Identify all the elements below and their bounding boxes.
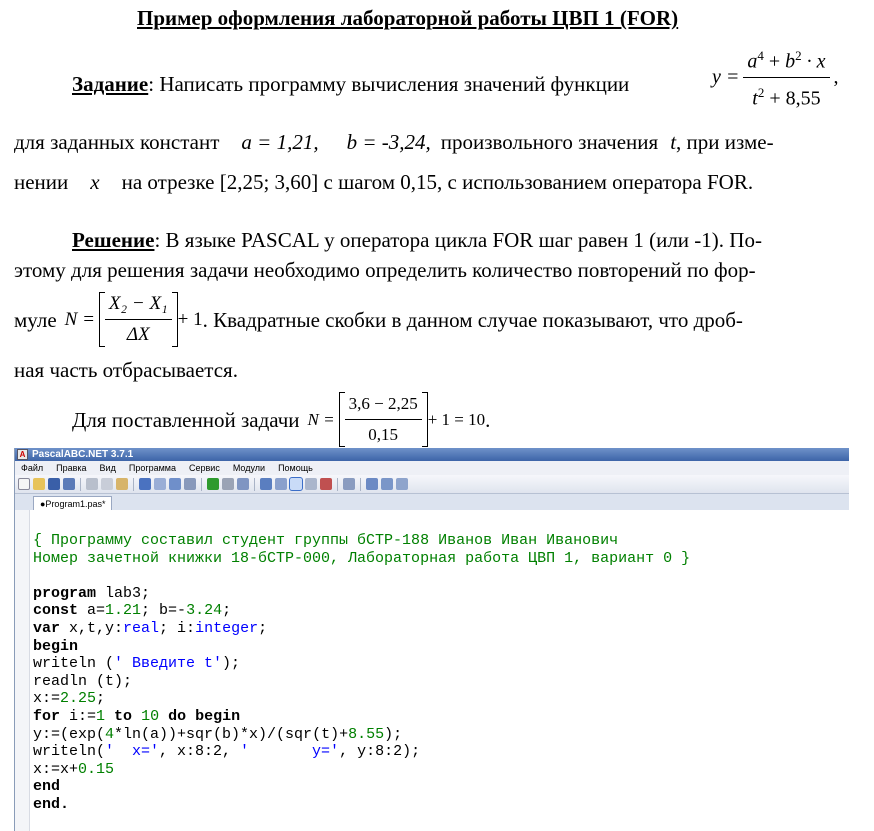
redo-icon[interactable] [154, 478, 166, 490]
stop-icon[interactable] [222, 478, 234, 490]
formula-N-result: N = $\frac{3,6 - 2,25}{0,15}$ + 1 = 10 [308, 392, 486, 447]
tab-program1[interactable]: ●Program1.pas* [33, 496, 112, 511]
menu-modules[interactable]: Модули [232, 463, 266, 473]
open-folder-icon[interactable] [33, 478, 45, 490]
undo-icon[interactable] [139, 478, 151, 490]
step-icon[interactable] [237, 478, 249, 490]
menu-help[interactable]: Помощь [278, 463, 313, 473]
ide-toolbar [15, 475, 849, 494]
editor-gutter [15, 510, 30, 831]
menu-view[interactable]: Вид [99, 463, 116, 473]
form-icon[interactable] [305, 478, 317, 490]
task-line-range: нении x на отрезке [2,25; 3,60] с шагом 0,15, с использованием оператора FOR. [14, 170, 754, 194]
solution-label: Решение [72, 228, 155, 252]
solution-line-4: ная часть отбрасывается. [14, 358, 238, 382]
save-icon[interactable] [48, 478, 60, 490]
formula-N: N = $\frac{\text{X₂ − X₁}}{\Delta X}$ + 1 [64, 293, 203, 345]
menu-edit[interactable]: Правка [56, 463, 87, 473]
settings-icon[interactable] [396, 478, 408, 490]
ide-titlebar [15, 448, 849, 461]
task-result-line: Для поставленной задачи N = $\frac{3,6 - 2,25}{0,15}$ + 1 = 10 . [72, 392, 490, 447]
formula-y [712, 44, 839, 110]
format-icon[interactable] [366, 478, 378, 490]
cut-icon[interactable] [86, 478, 98, 490]
menu-program[interactable]: Программа [128, 463, 176, 473]
code-text[interactable]: { Программу составил студент группы бСТР-188 Иванов Иван Иванович Номер зачетной книжки 18-бСТР-000, Лабораторная работа ЦВП 1, вариант 0 } program lab3; const a=1.21; b=-3.24; var x,t,y:real; i:integer; begin writeln (' Введите t'); readln (t); x:=2.25; for i:=1 to 10 do begin y:=(exp(4*ln(a))+sqr(b)*x)/(sqr(t)+8.55); writeln(' x=', x:8:2, ' y=', y:8:2); x:=x+0.15 end end. [33, 532, 691, 813]
pascalabc-icon: A [17, 449, 28, 460]
grid-icon[interactable] [343, 478, 355, 490]
menu-service[interactable]: Сервис [189, 463, 220, 473]
code-editor[interactable] [15, 510, 849, 831]
replace-icon[interactable] [184, 478, 196, 490]
task-line-constants: для заданных констант a = 1,21, b = -3,24, произвольного значения t, при изме- [14, 130, 774, 154]
formula-y-lhs: y = [712, 66, 740, 89]
new-file-icon[interactable] [18, 478, 30, 490]
formula-y-fraction: $\frac{a^4 + b^2 \cdot x}{t^2 + 8,55}$ [743, 44, 829, 110]
task-text: : Написать программу вычисления значений функции [148, 72, 630, 96]
breakpoint-icon[interactable] [320, 478, 332, 490]
task-paragraph [72, 72, 629, 96]
solution-line-2: этому для решения задачи необходимо определить количество повторений по фор- [14, 258, 756, 282]
ide-title: PascalABC.NET 3.7.1 [32, 449, 134, 460]
solution-line-1: Решение: В языке PASCAL у оператора цикла FOR шаг равен 1 (или -1). По- [72, 228, 762, 252]
run-icon[interactable] [207, 478, 219, 490]
solution-line-3: муле N = $\frac{\text{X₂ − X₁}}{\Delta X}$ + 1 . Квадратные скобки в данном случае показывают, что дроб- [14, 293, 743, 345]
ide-menubar [15, 461, 849, 475]
page-title: Пример оформления лабораторной работы ЦВП 1 (FOR) [137, 6, 679, 30]
menu-file[interactable]: Файл [21, 463, 44, 473]
tools-icon[interactable] [381, 478, 393, 490]
output-window-icon[interactable] [290, 478, 302, 490]
step-into-icon[interactable] [275, 478, 287, 490]
find-icon[interactable] [169, 478, 181, 490]
formula-y-trail: , [833, 66, 839, 89]
debug-icon[interactable] [260, 478, 272, 490]
save-all-icon[interactable] [63, 478, 75, 490]
task-label: Задание [72, 72, 149, 96]
ide-window [14, 448, 849, 831]
ide-tabbar [15, 494, 849, 511]
copy-icon[interactable] [101, 478, 113, 490]
paste-icon[interactable] [116, 478, 128, 490]
